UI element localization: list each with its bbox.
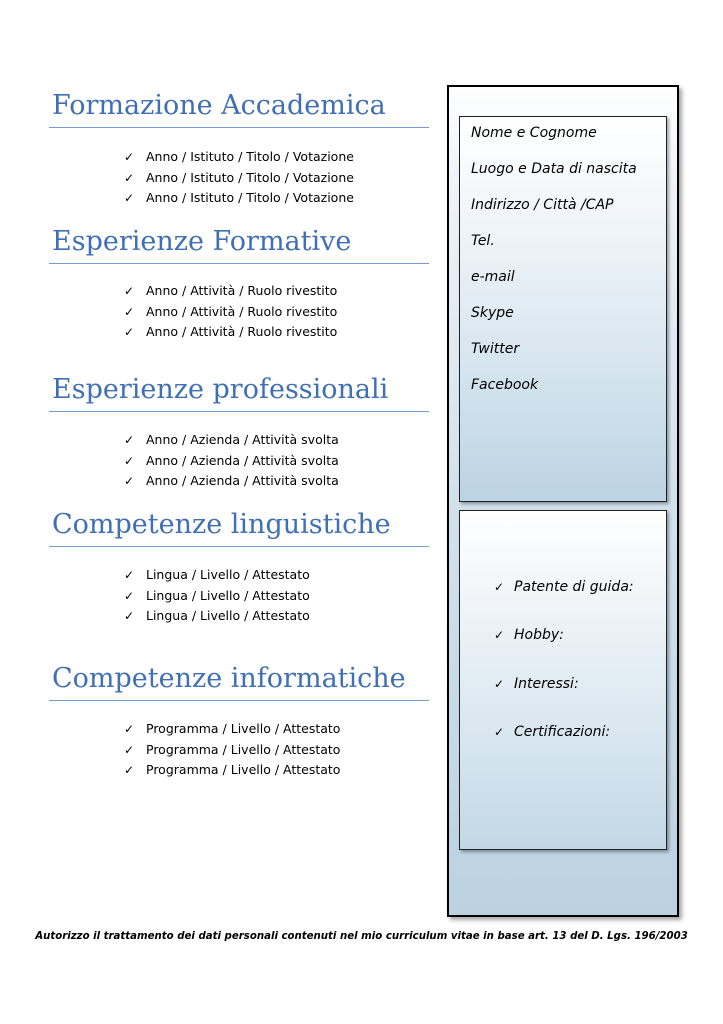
list-item-text: Anno / Attività / Ruolo rivestito <box>146 324 338 339</box>
contact-facebook-field: Facebook <box>471 377 539 393</box>
list-item <box>124 322 337 343</box>
section-divider <box>49 411 429 412</box>
extras-item-label: Patente di guida: <box>514 579 634 595</box>
list-item-text: Anno / Azienda / Attività svolta <box>146 432 339 447</box>
check-icon: ✓ <box>124 568 135 582</box>
section-divider <box>49 546 429 547</box>
check-icon: ✓ <box>124 742 135 757</box>
contact-birth-field: Luogo e Data di nascita <box>471 161 637 177</box>
contact-skype-field: Skype <box>471 305 514 321</box>
contact-list <box>471 121 637 409</box>
contact-info-box <box>459 116 667 502</box>
extras-item <box>494 623 634 671</box>
list-item-text: Anno / Istituto / Titolo / Votazione <box>146 149 354 164</box>
check-icon: ✓ <box>124 325 135 339</box>
privacy-footer: Autorizzo il trattamento dei dati personali contenuti nel mio curriculum vitae in base art. 13 del D. Lgs. 196/2003 <box>35 931 688 942</box>
extras-item-label: Certificazioni: <box>514 723 611 740</box>
list-item <box>124 760 340 781</box>
check-icon: ✓ <box>124 609 135 623</box>
list-item <box>124 719 340 740</box>
check-icon: ✓ <box>494 628 505 643</box>
check-icon: ✓ <box>494 724 505 739</box>
section-title-formazione-accademica: Formazione Accademica <box>52 90 386 121</box>
list-item <box>124 586 310 607</box>
section-title-competenze-informatiche: Competenze informatiche <box>52 663 406 694</box>
list-item-text: Anno / Attività / Ruolo rivestito <box>146 303 338 319</box>
check-icon: ✓ <box>124 150 135 164</box>
section-list-esperienze-formative <box>124 281 337 343</box>
section-title-competenze-linguistiche: Competenze linguistiche <box>52 509 391 540</box>
check-icon: ✓ <box>124 588 135 603</box>
check-icon: ✓ <box>124 170 135 185</box>
list-item <box>124 606 310 627</box>
section-list-esperienze-professionali <box>124 430 339 492</box>
list-item <box>124 302 337 323</box>
section-list-competenze-linguistiche <box>124 565 310 627</box>
list-item-text: Lingua / Livello / Attestato <box>146 567 310 582</box>
contact-twitter-field: Twitter <box>471 341 520 357</box>
section-divider <box>49 127 429 128</box>
check-icon: ✓ <box>124 284 135 298</box>
check-icon: ✓ <box>124 433 135 447</box>
check-icon: ✓ <box>124 304 135 319</box>
extras-item-label: Interessi: <box>514 675 579 692</box>
list-item-text: Programma / Livello / Attestato <box>146 741 341 757</box>
list-item <box>124 147 354 168</box>
extras-item <box>494 720 634 768</box>
list-item <box>124 281 337 302</box>
check-icon: ✓ <box>124 763 135 777</box>
section-divider <box>49 263 429 264</box>
list-item-text: Anno / Istituto / Titolo / Votazione <box>146 190 354 205</box>
section-title-esperienze-professionali: Esperienze professionali <box>52 374 389 405</box>
section-title-esperienze-formative: Esperienze Formative <box>52 226 352 257</box>
list-item <box>124 740 340 761</box>
list-item-text: Programma / Livello / Attestato <box>146 721 341 736</box>
list-item <box>124 471 339 492</box>
list-item-text: Lingua / Livello / Attestato <box>146 608 310 623</box>
section-list-competenze-informatiche <box>124 719 340 781</box>
list-item <box>124 188 354 209</box>
check-icon: ✓ <box>124 722 135 736</box>
contact-email-field: e-mail <box>471 269 515 285</box>
contact-phone-field: Tel. <box>471 233 495 249</box>
list-item-text: Programma / Livello / Attestato <box>146 762 341 777</box>
list-item-text: Anno / Azienda / Attività svolta <box>146 452 339 468</box>
list-item <box>124 565 310 586</box>
extras-item <box>494 672 634 720</box>
list-item <box>124 168 354 189</box>
extras-item <box>494 575 634 623</box>
list-item-text: Anno / Azienda / Attività svolta <box>146 473 339 488</box>
contact-name-field: Nome e Cognome <box>471 125 597 141</box>
list-item <box>124 451 339 472</box>
list-item <box>124 430 339 451</box>
list-item-text: Lingua / Livello / Attestato <box>146 587 310 603</box>
extras-box <box>459 510 667 850</box>
list-item-text: Anno / Istituto / Titolo / Votazione <box>146 169 354 185</box>
check-icon: ✓ <box>124 453 135 468</box>
section-divider <box>49 700 429 701</box>
check-icon: ✓ <box>124 191 135 205</box>
extras-list <box>494 575 634 768</box>
check-icon: ✓ <box>494 580 505 594</box>
contact-address-field: Indirizzo / Città /CAP <box>471 197 614 213</box>
extras-item-label: Hobby: <box>514 627 564 644</box>
check-icon: ✓ <box>124 474 135 488</box>
list-item-text: Anno / Attività / Ruolo rivestito <box>146 283 338 298</box>
section-list-formazione-accademica <box>124 147 354 209</box>
check-icon: ✓ <box>494 676 505 691</box>
